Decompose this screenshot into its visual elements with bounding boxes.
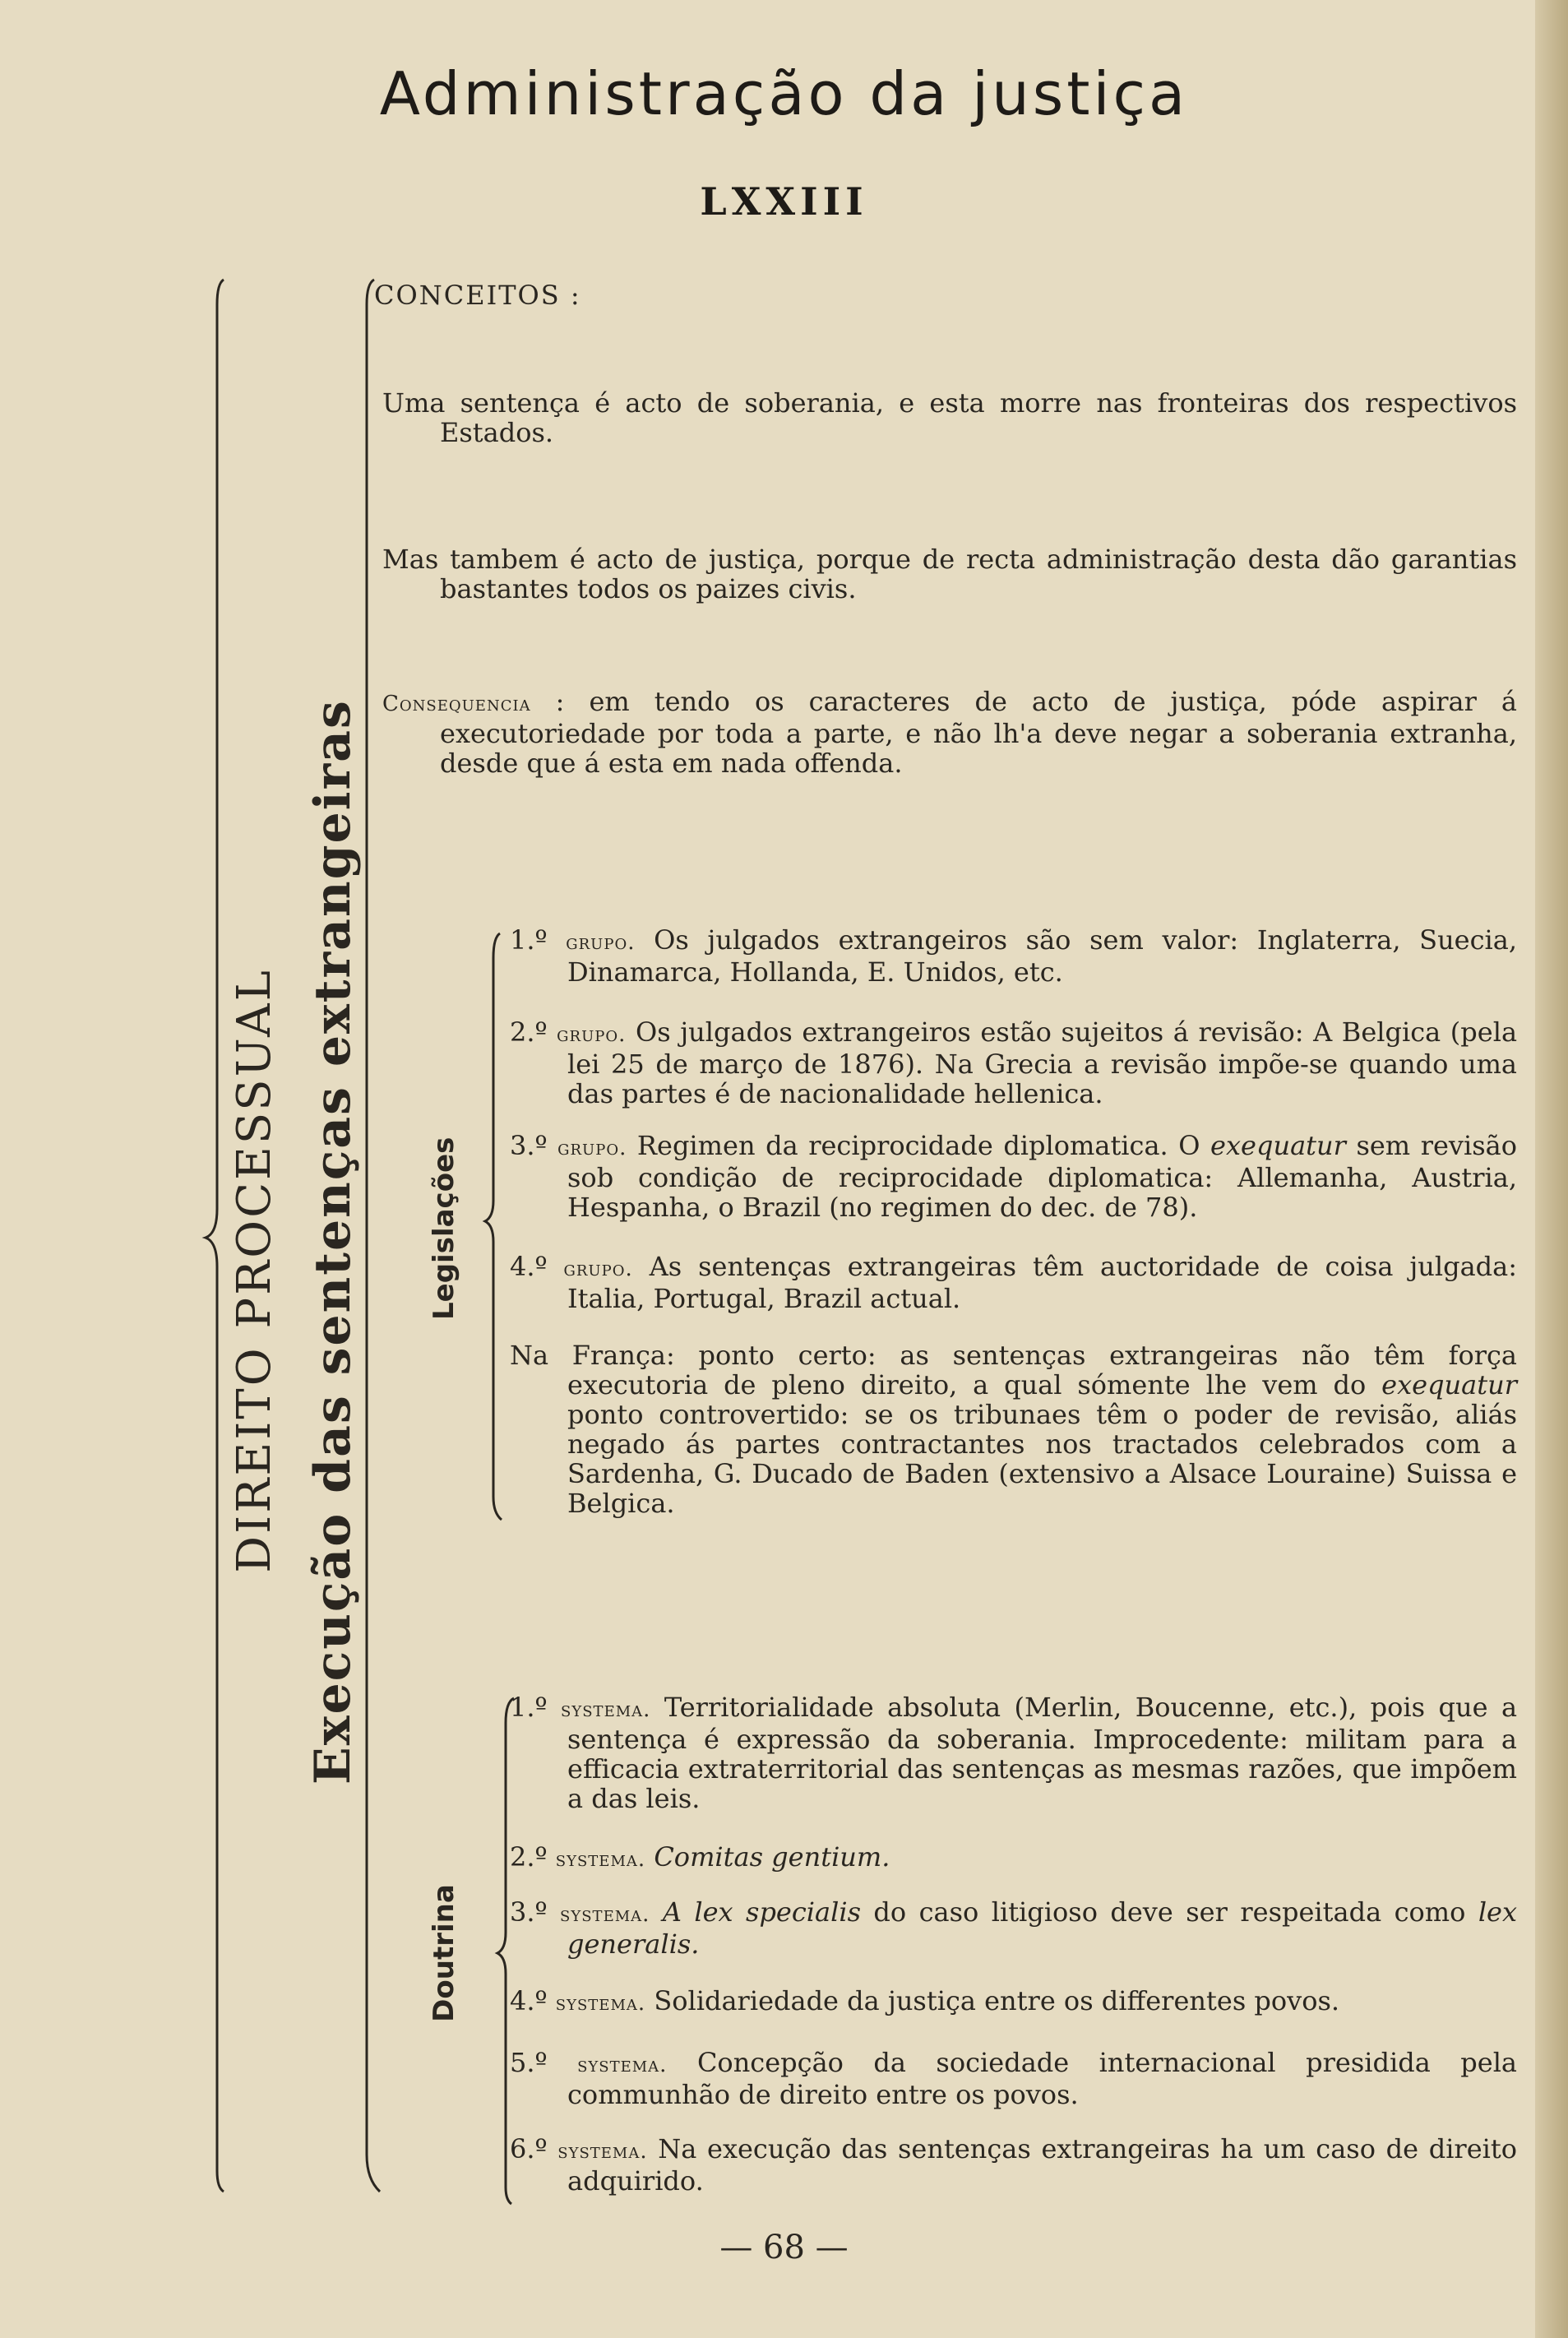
doutrina-item-2: 2.º systema. Comitas gentium.	[510, 1841, 890, 1873]
legislacao-item-2: 2.º grupo. Os julgados extrangeiros estão sujeitos á revisão: A Belgica (pela lei 25 de março de 1876). Na Grecia a revisão impõe-se quando uma das partes é de nacionalidade hellenica.	[510, 1016, 1518, 1109]
doutrina-item-6: 6.º systema. Na execução das sentenças extrangeiras ha um caso de direito adquirido.	[510, 2133, 1518, 2197]
subject-heading: Execução das sentenças extrangeiras	[304, 699, 362, 1785]
chapter-number: LXXIII	[700, 179, 868, 224]
consequencia-paragraph: Consequencia : em tendo os caracteres de acto de justiça, póde aspirar á executoriedade por toda a parte, e não lh'a deve negar a soberania extranha, desde que á esta em nada offenda.	[382, 686, 1518, 779]
legislacao-item-4: 4.º grupo. As sentenças extrangeiras têm auctoridade de coisa julgada: Italia, Portugal, Brazil actual.	[510, 1251, 1518, 1314]
legislacoes-brace	[485, 933, 502, 1520]
legislacao-franca: Na França: ponto certo: as sentenças extrangeiras não têm força executoria de pleno direito, a qual sómente lhe vem do exequatur ponto controvertido: se os tribunaes têm o poder de revisão, aliás negado ás partes contractantes nos tractados celebrados com a Sardenha, G. Ducado de Baden (extensivo a Alsace Louraine) Suissa e Belgica.	[510, 1340, 1517, 1519]
outer-brace	[206, 280, 224, 2192]
consequencia-label: Consequencia	[382, 692, 531, 716]
legislacao-item-3: 3.º grupo. Regimen da reciprocidade diplomatica. O exequatur sem revisão sob condição de reciprocidade diplomatica: Allemanha, Austria, Hespanha, o Brazil (no regimen do dec. de 78).	[510, 1130, 1518, 1223]
conceito-paragraph-1: Uma sentença é acto de soberania, e esta morre nas fronteiras dos respectivos Estados.	[382, 387, 1517, 448]
doutrina-item-5: 5.º systema. Concepção da sociedade internacional presidida pela communhão de direito entre os povos.	[510, 2047, 1518, 2110]
doutrina-item-3: 3.º systema. A lex specialis do caso litigioso deve ser respeitada como lex generalis.	[510, 1896, 1518, 1960]
legislacoes-label: Legislações	[428, 1137, 460, 1320]
subject-brace	[367, 280, 380, 2192]
conceito-paragraph-2: Mas tambem é acto de justiça, porque de recta administração desta dão garantias bastantes todos os paizes civis.	[382, 544, 1517, 604]
doutrina-label: Doutrina	[428, 1884, 460, 2022]
main-subject-heading: DIREITO PROCESSUAL	[228, 968, 281, 1573]
page-title: Administração da justiça	[379, 59, 1189, 128]
doutrina-item-1: 1.º systema. Territorialidade absoluta (Merlin, Boucenne, etc.), pois que a sentença é expressão da soberania. Improcedente: militam para a efficacia extraterritorial das sentenças as mesmas razões, que impõem a das leis.	[510, 1692, 1518, 1814]
conceitos-label: CONCEITOS :	[374, 280, 581, 311]
page-number: — 68 —	[719, 2229, 849, 2266]
doutrina-item-4: 4.º systema. Solidariedade da justiça entre os differentes povos.	[510, 1985, 1340, 2016]
legislacao-item-1: 1.º grupo. Os julgados extrangeiros são sem valor: Inglaterra, Suecia, Dinamarca, Hollanda, E. Unidos, etc.	[510, 924, 1518, 988]
